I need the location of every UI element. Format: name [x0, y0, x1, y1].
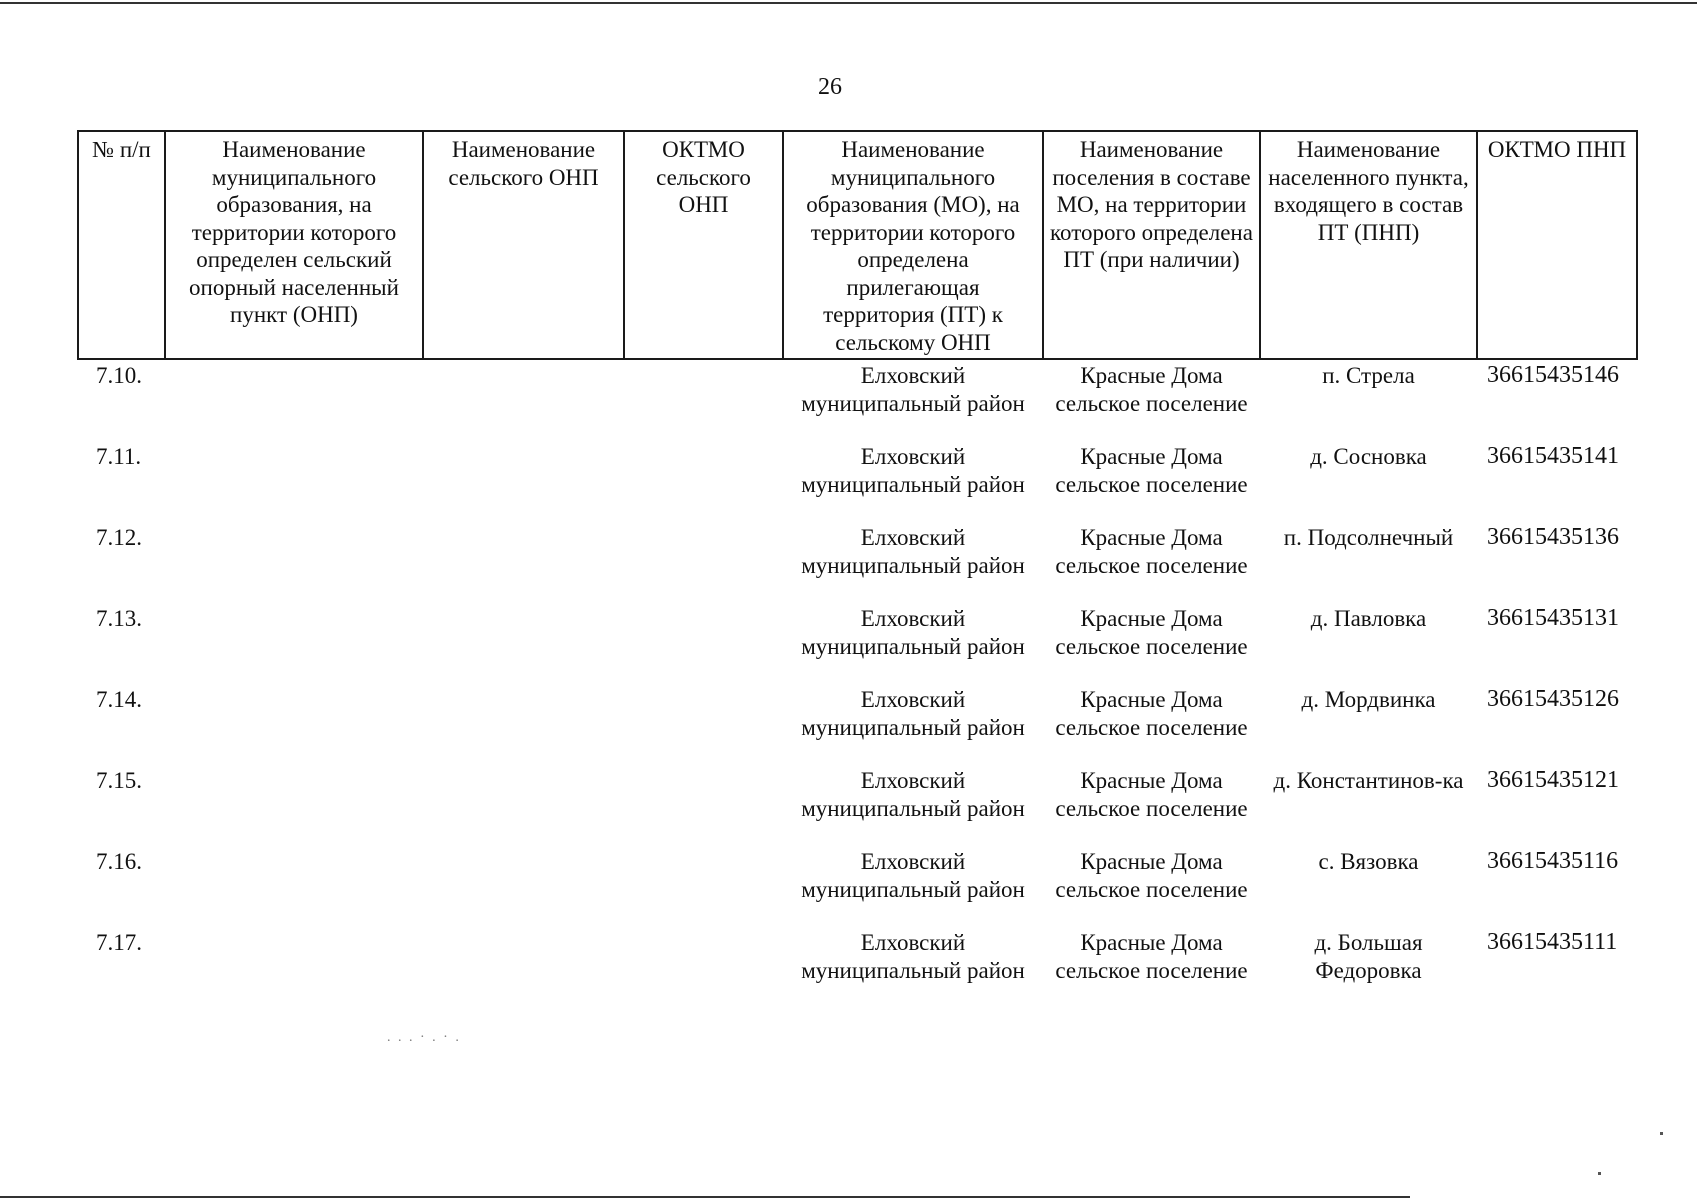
locality-cell: д. Мордвинка: [1301, 687, 1436, 712]
settlement-cell: Красные Дома сельское поселение: [1055, 525, 1248, 578]
pnp-oktmo-cell: 36615435111: [1487, 929, 1618, 955]
settlements-table: [77, 130, 1638, 1008]
onp-name-cell: [423, 359, 624, 441]
locality-cell: д. Павловка: [1310, 606, 1427, 631]
row-number: 7.11.: [96, 444, 142, 469]
settlement-cell: Красные Дома сельское поселение: [1055, 687, 1248, 740]
onp-municipality-cell: [165, 765, 423, 846]
table-row: [78, 359, 1637, 441]
scan-border-bottom: [0, 1196, 1410, 1198]
onp-oktmo-cell: [624, 359, 783, 441]
pnp-oktmo-cell: 36615435146: [1487, 362, 1619, 388]
pnp-oktmo-cell: 36615435121: [1487, 767, 1619, 793]
table-row: [78, 522, 1637, 603]
table-row: [78, 603, 1637, 684]
onp-municipality-cell: [165, 846, 423, 927]
row-number: 7.10.: [96, 363, 142, 388]
onp-name-cell: [423, 846, 624, 927]
row-number: 7.16.: [96, 849, 142, 874]
onp-oktmo-cell: [624, 603, 783, 684]
onp-oktmo-cell: [624, 846, 783, 927]
onp-municipality-cell: [165, 684, 423, 765]
settlement-cell: Красные Дома сельское поселение: [1055, 930, 1248, 983]
table-row: [78, 927, 1637, 1008]
header-settlement: Наименование поселения в составе МО, на территории которого определена ПТ (при наличии): [1043, 131, 1260, 359]
scan-artifact: [1660, 1132, 1663, 1135]
pnp-oktmo-cell: 36615435136: [1487, 524, 1619, 550]
onp-oktmo-cell: [624, 522, 783, 603]
table-row: [78, 846, 1637, 927]
onp-municipality-cell: [165, 441, 423, 522]
onp-name-cell: [423, 765, 624, 846]
pnp-oktmo-cell: 36615435131: [1487, 605, 1619, 631]
onp-municipality-cell: [165, 359, 423, 441]
header-onp-municipality: Наименование муниципального образования, на территории которого определен сельский опорный населенный пункт (ОНП): [165, 131, 423, 359]
table-body: [78, 359, 1637, 1008]
table-row: [78, 684, 1637, 765]
onp-oktmo-cell: [624, 927, 783, 1008]
settlement-cell: Красные Дома сельское поселение: [1055, 606, 1248, 659]
onp-name-cell: [423, 522, 624, 603]
row-number: 7.12.: [96, 525, 142, 550]
page-number: 26: [818, 74, 842, 100]
pt-municipality-cell: Елховский муниципальный район: [801, 930, 1025, 983]
onp-name-cell: [423, 603, 624, 684]
locality-cell: д. Большая Федоровка: [1314, 930, 1423, 983]
pt-municipality-cell: Елховский муниципальный район: [801, 687, 1025, 740]
onp-municipality-cell: [165, 927, 423, 1008]
settlement-cell: Красные Дома сельское поселение: [1055, 768, 1248, 821]
onp-name-cell: [423, 441, 624, 522]
header-pt-municipality: Наименование муниципального образования (МО), на территории которого определена прилегающая территория (ПТ) к сельскому ОНП: [783, 131, 1043, 359]
pt-municipality-cell: Елховский муниципальный район: [801, 606, 1025, 659]
pnp-oktmo-cell: 36615435116: [1487, 848, 1619, 874]
scan-artifact: . . . · . · .: [387, 1030, 461, 1045]
onp-name-cell: [423, 927, 624, 1008]
row-number: 7.15.: [96, 768, 142, 793]
locality-cell: п. Стрела: [1322, 363, 1415, 388]
pt-municipality-cell: Елховский муниципальный район: [801, 768, 1025, 821]
onp-municipality-cell: [165, 603, 423, 684]
settlement-cell: Красные Дома сельское поселение: [1055, 849, 1248, 902]
header-locality: Наименование населенного пункта, входящего в состав ПТ (ПНП): [1260, 131, 1477, 359]
table-row: [78, 441, 1637, 522]
settlement-cell: Красные Дома сельское поселение: [1055, 363, 1248, 416]
row-number: 7.17.: [96, 930, 142, 955]
locality-cell: д. Сосновка: [1310, 444, 1427, 469]
header-onp-name: Наименование сельского ОНП: [423, 131, 624, 359]
settlement-cell: Красные Дома сельское поселение: [1055, 444, 1248, 497]
pt-municipality-cell: Елховский муниципальный район: [801, 849, 1025, 902]
header-pnp-oktmo: ОКТМО ПНП: [1477, 131, 1637, 359]
pt-municipality-cell: Елховский муниципальный район: [801, 444, 1025, 497]
row-number: 7.13.: [96, 606, 142, 631]
onp-oktmo-cell: [624, 684, 783, 765]
scan-border-top: [0, 2, 1697, 4]
onp-municipality-cell: [165, 522, 423, 603]
table-row: [78, 765, 1637, 846]
locality-cell: д. Константинов-ка: [1273, 768, 1464, 793]
row-number: 7.14.: [96, 687, 142, 712]
locality-cell: с. Вязовка: [1318, 849, 1419, 874]
locality-cell: п. Подсолнечный: [1283, 525, 1454, 550]
pt-municipality-cell: Елховский муниципальный район: [801, 363, 1025, 416]
header-onp-oktmo: ОКТМО сельского ОНП: [624, 131, 783, 359]
pnp-oktmo-cell: 36615435126: [1487, 686, 1619, 712]
table-header-row: [78, 131, 1637, 359]
onp-oktmo-cell: [624, 765, 783, 846]
header-number: № п/п: [78, 131, 165, 359]
scan-artifact: [1598, 1172, 1601, 1175]
pnp-oktmo-cell: 36615435141: [1487, 443, 1619, 469]
onp-oktmo-cell: [624, 441, 783, 522]
pt-municipality-cell: Елховский муниципальный район: [801, 525, 1025, 578]
onp-name-cell: [423, 684, 624, 765]
